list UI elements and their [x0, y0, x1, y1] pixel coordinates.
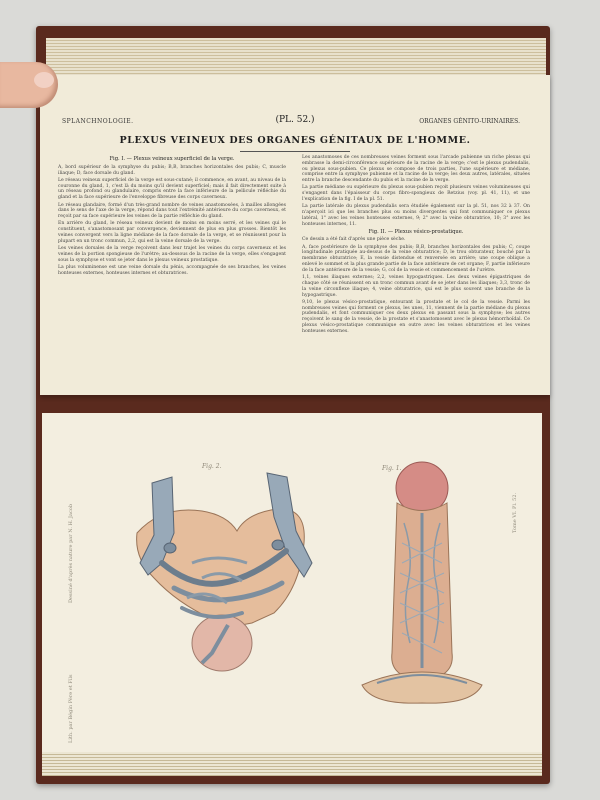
- text-column-right: [302, 155, 530, 336]
- paragraph: Ce dessin a été fait d'après une pièce sèche.: [302, 237, 406, 243]
- paragraph: 1,1, veines iliaques externes; 2,2, veines hypogastriques. Les deux veines épigastriques de chaque côté se réunissent en un tronc commun avant de se jeter dans les iliaques; 3,3, tronc de la veine circonflexe iliaque; 4, veine obturatrice, qui est le plus souvent une branche de la hypogastrique.: [302, 275, 530, 298]
- paragraph: A, bord supérieur de la symphyse du pubis; B,B, branches horizontales des pubis; C, muscle iliaque; D, face dorsale du gland.: [58, 164, 286, 176]
- pelvis-figure: [137, 473, 312, 671]
- running-head-left: SPLANCHNOLOGIE.: [62, 118, 134, 125]
- plate-page: [42, 413, 542, 758]
- paragraph: A, face postérieure de la symphyse des pubis; B,B, branches horizontales des pubis; C, coupe longitudinale pratiquée au-dessus de la veine obturatrice; D, le trou obturateur, bouché par la membrane obturatrice; E, la vessie distendue et renversée en arrière; une coupe oblique a enlevé le sommet et la plus grande partie de la face antérieure de cet organe; F, partie inférieure de la face antérieure de la vessie; G, col de la vessie et commencement de l'urètre.: [302, 244, 530, 273]
- page-stack-bottom: [42, 752, 542, 776]
- paragraph: Le réseau glandaire, formé d'un très-grand nombre de veines anastomosées, à mailles allongées dans le sens de l'axe de la verge, répond dans tout l'extrémité antérieure du corps caverneux, et reçoit par sa face supérieure les veines de la partie réfléchie du gland.: [58, 202, 286, 220]
- page-stack-top: [46, 38, 546, 78]
- paragraph: 9,10, le plexus vésico-prostatique, entourant la prostate et le col de la vessie. Parmi les nombreuses veines qui forment ce plexus, les unes, 11, viennent de la partie médiane du plexus pudendalis, et font communiquer ces deux plexus en passant sous la symphyse; les autres reçoivent le sang de la vessie, de la prostate et s'anastomosent avec le plexus hémorrhoïdal. Ce plexus vésico-prostatique communique en outre avec les veines obturatrices et les veines honteuses externes.: [302, 299, 530, 334]
- running-head-right: ORGANES GÉNITO-URINAIRES.: [419, 118, 520, 125]
- figure-label-right: Fig. 1.: [382, 465, 402, 472]
- paragraph: La partie latérale du plexus pudendalis sera étudiée également sur la pl. 51, nos 32 à 37. On n'aperçoit ici que les branches plus ou moins divergentes qui font communiquer ce plexus latéral, 1° avec les veines honteuses externes, 9; 2° avec la veine obturatrice, 10; 3° avec les honteuses internes, 11.: [302, 204, 530, 227]
- penis-figure: [362, 462, 482, 703]
- plate-number: (PL. 52.): [275, 115, 315, 125]
- paragraph: Les anastomoses de ces nombreuses veines forment sous l'arcade pubienne un riche plexus qui embrasse la demi-circonférence supérieure de la racine de la verge; c'est le plexus pudendalis, ou plexus sous-pubien. Ce plexus se compose de trois parties, l'une supérieure et médiane, comprise entre la symphyse pubienne et la racine de la verge; les deux autres, latérales, situées entre la branche descendante du pubis et la racine de la verge.: [302, 155, 530, 184]
- paragraph: Le réseau veineux superficiel de la verge est sous-cutané; il commence, en avant, au niveau de la couronne du gland, 1, c'est là du moins qu'il devient superficiel; mais il fait directement suite à un réseau profond ou glandulaire, compris entre la face inférieure de la pellicule réfléchie du gland et la face supérieure de l'enveloppe fibreuse des corps caverneux.: [58, 177, 286, 201]
- paragraph: La partie médiane ou supérieure du plexus sous-pubien reçoit plusieurs veines volumineuses qui s'engagent dans l'épaisseur du corps fibro-spongieux de Retzius (voy. pl. 41, 11), et une l'explication de la fig. I de la pl. 51.: [302, 185, 530, 203]
- text-column-left: [58, 155, 286, 278]
- anatomical-illustration: [42, 413, 542, 758]
- figure-heading: Fig. II. — Plexus vésico-prostatique.: [368, 228, 464, 235]
- paragraph: La plus voluminense est une veine dorsale du pénis, accompagnée de ses branches, les veines honteuses externes, honteuses internes et obturatrices.: [58, 265, 286, 276]
- paragraph: En arrière du gland, le réseau veineux devient de moins en moins serré, et les veines qui le constituent, s'anastomosant par convergence, deviennent de plus en plus grosses. Bientôt les veines convergent vers la ligne médiane de la face dorsale de la verge, et se réunissent pour la plupart en un tronc commun, 2,2, qui est la veine dorsale de la verge.: [58, 221, 286, 244]
- figure-label-left: Fig. 2.: [202, 463, 222, 470]
- page-title: PLEXUS VEINEUX DES ORGANES GÉNITAUX DE L'HOMME.: [119, 135, 471, 146]
- thumbnail-nail: [34, 72, 54, 88]
- paragraph: Les veines dorsales de la verge reçoivent dans leur trajet les veines du corps caverneux et les veines de la portion spongieuse de l'urètre; au-dessous de la racine de la verge, elles s'engagent sous la symphyse et vont se jeter dans le plexus veineux prostatique.: [58, 246, 286, 263]
- plate-reference: Tome VI. Pl. 52.: [512, 492, 518, 533]
- text-page: [40, 75, 550, 395]
- figure-heading: Fig. I. — Plexus veineux superficiel de la verge.: [109, 156, 235, 162]
- artist-credit: Dessiné d'après nature par N. H. Jacob: [68, 503, 74, 603]
- title-rule: [240, 151, 350, 152]
- lithographer-credit: Lith. par Bégin Père et Fils: [68, 674, 74, 743]
